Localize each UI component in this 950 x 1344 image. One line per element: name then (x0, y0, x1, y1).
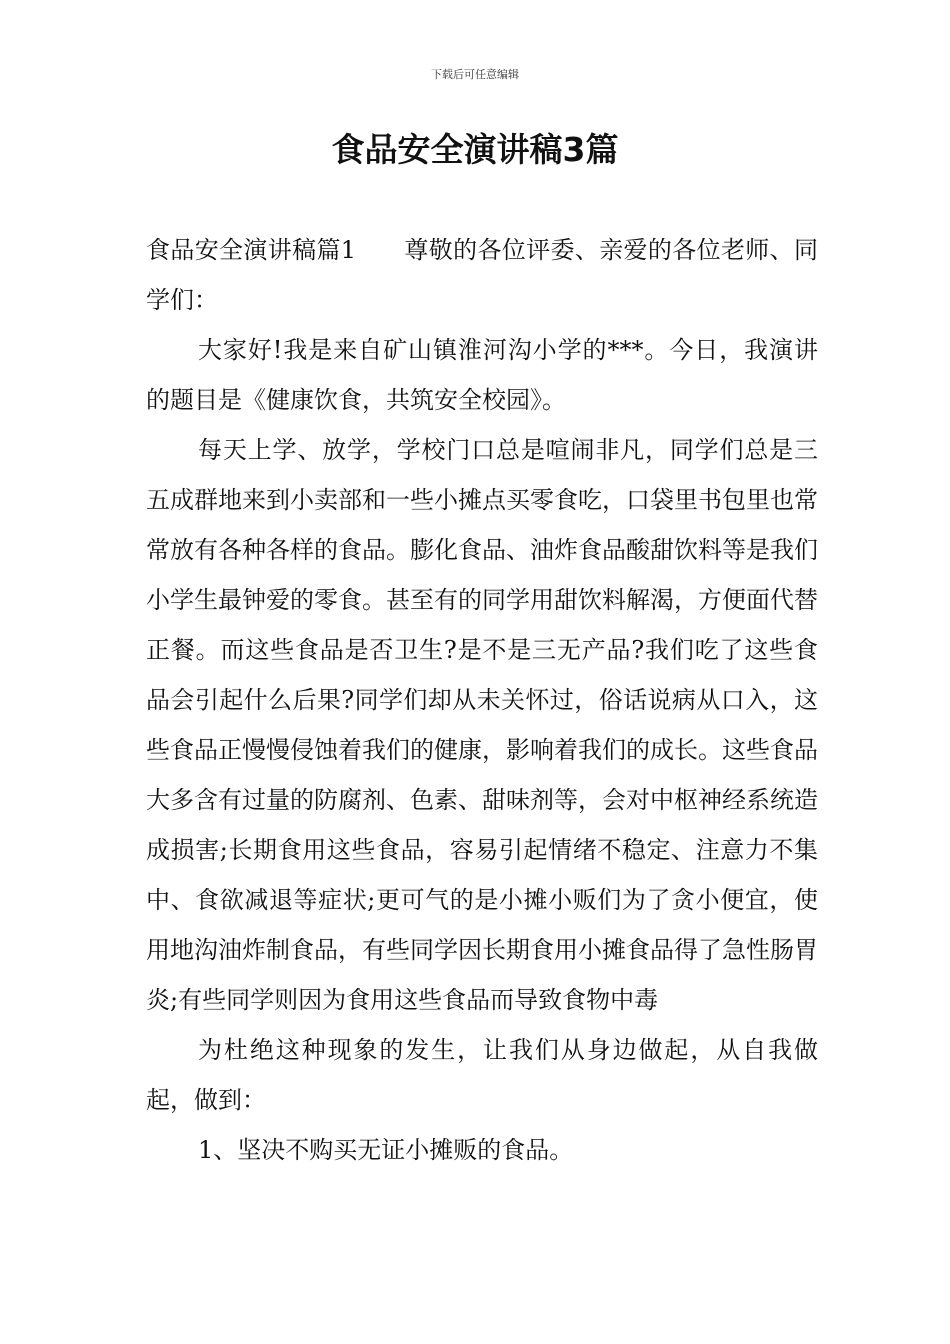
document-title: 食品安全演讲稿3篇 (331, 130, 619, 169)
header-note: 下载后可任意编辑 (431, 68, 519, 81)
paragraph-greeting: 大家好!我是来自矿山镇淮河沟小学的***。今日，我演讲的题目是《健康饮食，共筑安全校园》。 (146, 336, 818, 414)
paragraph-call-to-action: 为杜绝这种现象的发生，让我们从身边做起，从自我做起，做到： (146, 1036, 818, 1114)
list-item-1: 1、坚决不购买无证小摊贩的食品。 (198, 1136, 574, 1164)
paragraph-main: 每天上学、放学，学校门口总是喧闹非凡，同学们总是三五成群地来到小卖部和一些小摊点买零食吃，口袋里书包里也常常放有各种各样的食品。膨化食品、油炸食品酸甜饮料等是我们小学生最钟爱的零食。甚至有的同学用甜饮料解渴，方便面代替正餐。而这些食品是否卫生?是不是三无产品?我们吃了这些食品会引起什么后果?同学们却从未关怀过，俗话说病从口入，这些食品正慢慢侵蚀着我们的健康，影响着我们的成长。这些食品大多含有过量的防腐剂、色素、甜味剂等，会对中枢神经系统造成损害;长期食用这些食品，容易引起情绪不稳定、注意力不集中、食欲减退等症状;更可气的是小摊小贩们为了贪小便宜，使用地沟油炸制食品，有些同学因长期食用小摊食品得了急性肠胃炎;有些同学则因为食用这些食品而导致食物中毒 (146, 436, 818, 1014)
document-body (146, 225, 818, 1175)
opening-paragraph (146, 225, 818, 325)
salutation: 尊敬的各位评委、亲爱的各位老师、同学们： (146, 236, 818, 314)
section-label: 食品安全演讲稿篇1 (146, 236, 357, 264)
